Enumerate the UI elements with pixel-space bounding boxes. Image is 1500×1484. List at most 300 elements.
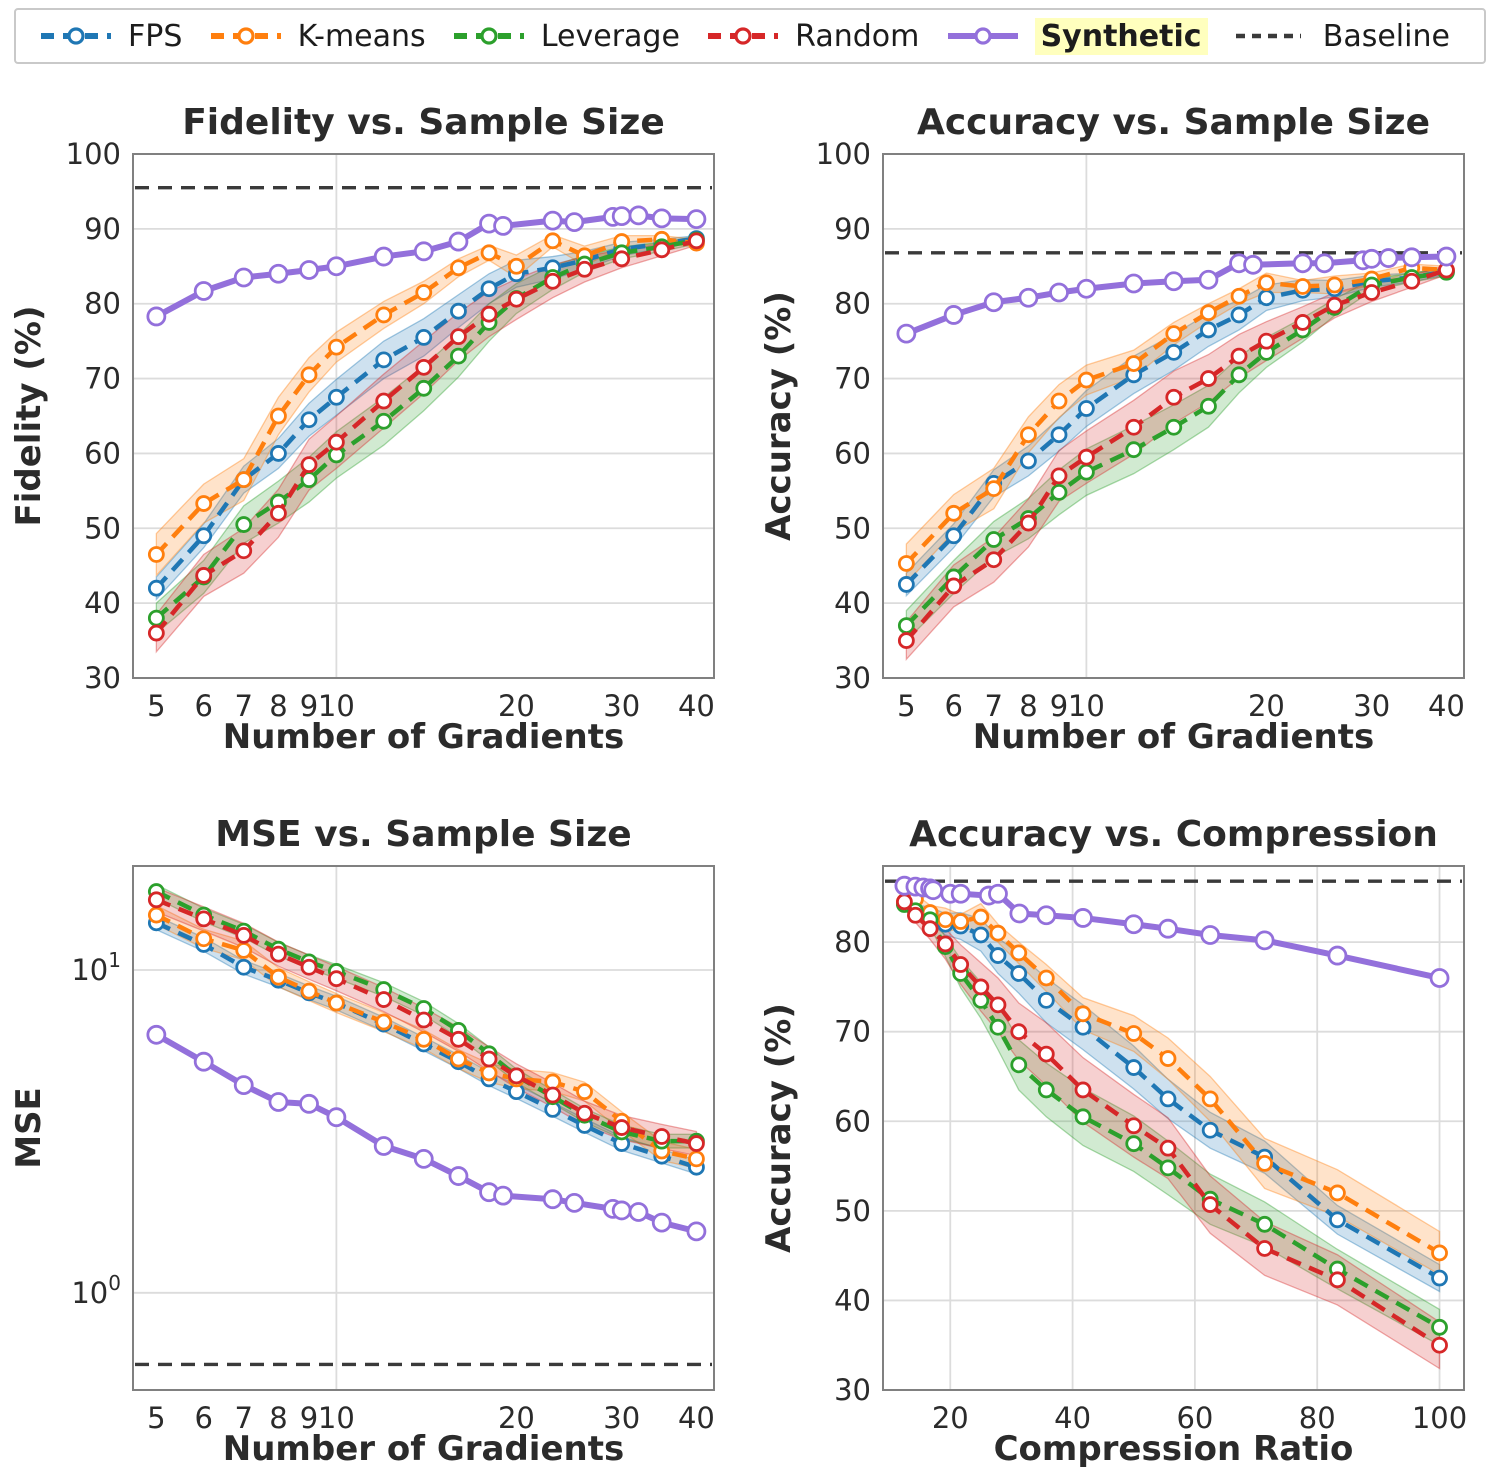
marker-k-means (954, 915, 968, 929)
marker-synthetic (375, 1137, 392, 1154)
x-tick-5: 5 (147, 689, 166, 723)
marker-k-means (899, 556, 913, 570)
marker-synthetic (270, 265, 287, 282)
x-tick-40: 40 (677, 689, 715, 723)
marker-random (938, 937, 952, 951)
y-axis-label: Fidelity (%) (9, 305, 49, 527)
marker-fps (302, 413, 316, 427)
x-tick-7: 7 (234, 1401, 253, 1435)
marker-synthetic (1431, 969, 1448, 986)
marker-random (974, 980, 988, 994)
x-tick-5: 5 (147, 1401, 166, 1435)
legend-item-random (705, 19, 919, 54)
marker-k-means (302, 368, 316, 382)
marker-random (149, 626, 163, 640)
chart-title: Accuracy vs. Compression (909, 814, 1438, 855)
marker-random (197, 912, 211, 926)
x-tick-8: 8 (269, 689, 288, 723)
marker-fps (1433, 1271, 1447, 1285)
x-tick-40: 40 (1427, 689, 1465, 723)
marker-k-means (1201, 306, 1215, 320)
marker-fps (271, 446, 285, 460)
marker-random (615, 252, 629, 266)
marker-random (237, 544, 251, 558)
marker-synthetic (1011, 905, 1028, 922)
random-line-swatch-icon (705, 24, 781, 48)
marker-leverage (1127, 1137, 1141, 1151)
marker-random (1021, 516, 1035, 530)
y-tick-50: 50 (834, 1193, 871, 1228)
marker-leverage (237, 518, 251, 532)
x-tick-100: 100 (1411, 1401, 1468, 1435)
leverage-line-swatch-icon (451, 24, 527, 48)
marker-k-means (1127, 1027, 1141, 1041)
marker-random (302, 960, 316, 974)
x-tick-9: 9 (299, 689, 319, 723)
marker-k-means (991, 926, 1005, 940)
marker-k-means (1076, 1007, 1090, 1021)
marker-synthetic (1051, 284, 1068, 301)
x-tick-6: 6 (194, 1401, 213, 1435)
marker-leverage (417, 381, 431, 395)
marker-k-means (1203, 1092, 1217, 1106)
marker-fps (1167, 345, 1181, 359)
marker-k-means (1296, 279, 1310, 293)
x-tick-10: 10 (317, 1401, 355, 1435)
marker-random (908, 908, 922, 922)
legend-label-random: Random (795, 18, 920, 54)
marker-k-means (689, 1152, 703, 1166)
marker-random (417, 360, 431, 374)
marker-leverage (1201, 399, 1215, 413)
y-tick-100: 100 (65, 137, 121, 171)
marker-random (271, 947, 285, 961)
marker-leverage (1433, 1320, 1447, 1334)
marker-fps (451, 304, 465, 318)
y-tick-70: 70 (834, 361, 871, 396)
x-tick-7: 7 (234, 689, 253, 723)
marker-fps (482, 282, 496, 296)
x-tick-60: 60 (1176, 1401, 1214, 1435)
marker-synthetic (1165, 273, 1182, 290)
marker-random (302, 458, 316, 472)
marker-random (1161, 1141, 1175, 1155)
marker-fps (197, 529, 211, 543)
marker-random (1433, 1338, 1447, 1352)
y-axis-label: Accuracy (%) (759, 1003, 799, 1253)
marker-leverage (451, 349, 465, 363)
marker-fps (377, 353, 391, 367)
marker-synthetic (544, 212, 561, 229)
x-tick-10: 10 (1067, 689, 1105, 723)
y-tick-70: 70 (834, 1014, 871, 1049)
marker-synthetic (925, 882, 942, 899)
marker-fps (1330, 1213, 1344, 1227)
marker-synthetic (630, 207, 647, 224)
legend-label-leverage: Leverage (540, 18, 680, 54)
marker-synthetic (1038, 907, 1055, 924)
marker-k-means (329, 340, 343, 354)
y-tick-30: 30 (84, 661, 121, 695)
marker-leverage (1079, 465, 1093, 479)
x-axis-label: Number of Gradients (222, 717, 625, 757)
marker-synthetic (952, 885, 969, 902)
marker-synthetic (235, 269, 252, 286)
marker-synthetic (450, 1168, 467, 1185)
x-tick-5: 5 (897, 689, 916, 723)
marker-k-means (197, 497, 211, 511)
marker-synthetic (1202, 926, 1219, 943)
marker-fps (417, 330, 431, 344)
y-tick-40: 40 (84, 586, 121, 621)
marker-synthetic (613, 1202, 630, 1219)
y-axis-label: Accuracy (%) (759, 291, 799, 541)
marker-synthetic (270, 1094, 287, 1111)
marker-k-means (1021, 428, 1035, 442)
marker-k-means (149, 547, 163, 561)
marker-k-means (1012, 946, 1026, 960)
legend-label-fps: FPS (128, 18, 183, 54)
marker-synthetic (415, 1150, 432, 1167)
marker-random (1039, 1047, 1053, 1061)
marker-synthetic (415, 243, 432, 260)
marker-fps (1052, 428, 1066, 442)
marker-leverage (1167, 420, 1181, 434)
marker-random (1201, 372, 1215, 386)
marker-fps (991, 949, 1005, 963)
marker-synthetic (544, 1191, 561, 1208)
marker-k-means (509, 259, 523, 273)
marker-fps (899, 577, 913, 591)
y-tick-50: 50 (84, 511, 121, 546)
marker-random (546, 274, 560, 288)
marker-k-means (377, 1015, 391, 1029)
legend-item-synthetic (945, 18, 1208, 55)
x-tick-20: 20 (497, 1401, 535, 1435)
marker-random (1167, 390, 1181, 404)
marker-leverage (1012, 1058, 1026, 1072)
marker-leverage (991, 1020, 1005, 1034)
x-tick-8: 8 (269, 1401, 288, 1435)
y-tick-90: 90 (84, 211, 121, 246)
marker-fps (1127, 1061, 1141, 1075)
marker-synthetic (1316, 255, 1333, 272)
marker-random (417, 1013, 431, 1027)
marker-synthetic (566, 1194, 583, 1211)
chart-title: Accuracy vs. Sample Size (916, 102, 1431, 143)
marker-k-means (377, 308, 391, 322)
marker-k-means (482, 1066, 496, 1080)
marker-synthetic (375, 248, 392, 265)
legend-item-fps (38, 19, 182, 54)
marker-leverage (987, 533, 1001, 547)
marker-k-means (578, 1085, 592, 1099)
marker-fps (1203, 1123, 1217, 1137)
marker-synthetic (1329, 947, 1346, 964)
chart-title: MSE vs. Sample Size (215, 814, 632, 855)
x-tick-7: 7 (984, 689, 1003, 723)
marker-synthetic (1403, 249, 1420, 266)
marker-fps (1161, 1092, 1175, 1106)
marker-synthetic (1159, 920, 1176, 937)
marker-random (987, 553, 1001, 567)
marker-k-means (987, 482, 1001, 496)
marker-k-means (1127, 357, 1141, 371)
marker-k-means (237, 943, 251, 957)
x-axis-label: Number of Gradients (972, 717, 1375, 757)
marker-random (954, 958, 968, 972)
marker-synthetic (653, 1214, 670, 1231)
marker-k-means (1259, 276, 1273, 290)
marker-synthetic (1200, 271, 1217, 288)
marker-synthetic (195, 282, 212, 299)
marker-random (578, 1106, 592, 1120)
marker-synthetic (1078, 280, 1095, 297)
marker-fps (329, 390, 343, 404)
chart-accuracy-vs-compression (750, 802, 1500, 1478)
x-tick-8: 8 (1019, 689, 1038, 723)
x-tick-9: 9 (1049, 689, 1069, 723)
marker-synthetic (1294, 255, 1311, 272)
marker-leverage (149, 611, 163, 625)
chart-title: Fidelity vs. Sample Size (182, 102, 665, 143)
chart-fidelity-vs-sample-size (0, 90, 750, 766)
marker-synthetic (495, 1187, 512, 1204)
y-tick-90: 90 (834, 211, 871, 246)
y-tick-101: $10^1$ (71, 948, 121, 988)
marker-k-means (1232, 289, 1246, 303)
x-tick-20: 20 (1247, 689, 1285, 723)
marker-synthetic (301, 1095, 318, 1112)
marker-fps (1232, 308, 1246, 322)
marker-random (615, 1121, 629, 1135)
y-tick-30: 30 (834, 1373, 871, 1407)
marker-k-means (271, 409, 285, 423)
fps-line-swatch-icon (38, 24, 114, 48)
marker-k-means (302, 984, 316, 998)
marker-synthetic (630, 1203, 647, 1220)
marker-fps (1079, 402, 1093, 416)
marker-fps (974, 928, 988, 942)
marker-random (377, 394, 391, 408)
marker-random (1076, 1083, 1090, 1097)
marker-leverage (899, 619, 913, 633)
chart-mse-vs-sample-size (0, 802, 750, 1478)
marker-k-means (237, 473, 251, 487)
marker-k-means (1167, 327, 1181, 341)
marker-k-means (482, 246, 496, 260)
x-tick-30: 30 (603, 689, 641, 723)
x-tick-30: 30 (1353, 689, 1391, 723)
x-tick-6: 6 (944, 689, 963, 723)
marker-random (1079, 450, 1093, 464)
marker-synthetic (1256, 932, 1273, 949)
marker-synthetic (653, 210, 670, 227)
x-tick-40: 40 (1054, 1401, 1092, 1435)
marker-synthetic (688, 211, 705, 228)
marker-random (655, 243, 669, 257)
marker-k-means (974, 910, 988, 924)
x-tick-80: 80 (1298, 1401, 1336, 1435)
marker-synthetic (1125, 916, 1142, 933)
marker-synthetic (1438, 248, 1455, 265)
y-axis-label: MSE (9, 1087, 49, 1169)
marker-random (578, 262, 592, 276)
marker-random (482, 307, 496, 321)
marker-synthetic (235, 1077, 252, 1094)
marker-k-means (546, 234, 560, 248)
marker-synthetic (688, 1223, 705, 1240)
marker-random (451, 1032, 465, 1046)
y-tick-80: 80 (834, 286, 871, 321)
marker-k-means (417, 285, 431, 299)
marker-k-means (1258, 1156, 1272, 1170)
legend-item-k-means (208, 19, 426, 54)
marker-k-means (1161, 1052, 1175, 1066)
y-tick-40: 40 (834, 586, 871, 621)
marker-leverage (1258, 1217, 1272, 1231)
marker-random (329, 435, 343, 449)
marker-random (271, 506, 285, 520)
marker-synthetic (566, 214, 583, 231)
x-tick-40: 40 (677, 1401, 715, 1435)
marker-synthetic (898, 325, 915, 342)
marker-random (237, 928, 251, 942)
y-tick-80: 80 (834, 925, 871, 960)
marker-fps (1259, 291, 1273, 305)
marker-synthetic (195, 1053, 212, 1070)
chart-accuracy-vs-sample-size (750, 90, 1500, 766)
marker-random (1330, 1273, 1344, 1287)
marker-synthetic (985, 294, 1002, 311)
marker-random (149, 893, 163, 907)
marker-k-means (197, 932, 211, 946)
marker-k-means (1330, 1186, 1344, 1200)
x-tick-30: 30 (603, 1401, 641, 1435)
marker-synthetic (148, 308, 165, 325)
marker-random (991, 998, 1005, 1012)
marker-random (689, 1137, 703, 1151)
marker-k-means (1328, 278, 1342, 292)
marker-k-means (271, 970, 285, 984)
marker-random (451, 330, 465, 344)
y-tick-60: 60 (834, 1104, 871, 1139)
marker-fps (1201, 323, 1215, 337)
marker-random (1328, 298, 1342, 312)
marker-synthetic (1074, 909, 1091, 926)
marker-k-means (1079, 373, 1093, 387)
y-tick-60: 60 (834, 436, 871, 471)
marker-k-means (329, 996, 343, 1010)
y-tick-30: 30 (834, 661, 871, 695)
marker-k-means (451, 261, 465, 275)
marker-synthetic (495, 217, 512, 234)
marker-random (509, 1069, 523, 1083)
marker-random (197, 568, 211, 582)
marker-random (897, 895, 911, 909)
legend-label-baseline: Baseline (1322, 18, 1450, 54)
y-tick-100: $10^0$ (71, 1270, 121, 1310)
marker-random (546, 1088, 560, 1102)
y-tick-50: 50 (834, 511, 871, 546)
marker-synthetic (989, 885, 1006, 902)
marker-k-means (1052, 394, 1066, 408)
marker-leverage (1127, 443, 1141, 457)
marker-synthetic (328, 258, 345, 275)
marker-random (1203, 1198, 1217, 1212)
marker-k-means (451, 1052, 465, 1066)
baseline-line-swatch-icon (1233, 24, 1309, 48)
synthetic-line-swatch-icon (945, 24, 1021, 48)
x-tick-9: 9 (299, 1401, 319, 1435)
marker-synthetic (1125, 275, 1142, 292)
marker-random (1296, 315, 1310, 329)
marker-synthetic (1245, 256, 1262, 273)
y-tick-100: 100 (815, 137, 871, 171)
marker-synthetic (301, 262, 318, 279)
x-tick-10: 10 (317, 689, 355, 723)
y-tick-60: 60 (84, 436, 121, 471)
marker-synthetic (148, 1026, 165, 1043)
marker-random (923, 922, 937, 936)
x-tick-6: 6 (194, 689, 213, 723)
marker-leverage (1232, 368, 1246, 382)
marker-synthetic (1020, 289, 1037, 306)
marker-k-means (149, 908, 163, 922)
marker-random (1232, 349, 1246, 363)
marker-fps (237, 960, 251, 974)
marker-random (377, 993, 391, 1007)
marker-fps (1012, 966, 1026, 980)
marker-fps (1039, 993, 1053, 1007)
marker-random (1127, 1119, 1141, 1133)
marker-synthetic (1380, 250, 1397, 267)
marker-leverage (1076, 1110, 1090, 1124)
marker-leverage (377, 414, 391, 428)
marker-random (655, 1129, 669, 1143)
charts-grid (0, 90, 1500, 1478)
marker-random (482, 1052, 496, 1066)
marker-k-means (938, 913, 952, 927)
legend-item-baseline (1233, 19, 1450, 54)
marker-random (689, 234, 703, 248)
marker-random (1052, 469, 1066, 483)
marker-random (329, 972, 343, 986)
x-tick-20: 20 (931, 1401, 969, 1435)
marker-random (1012, 1025, 1026, 1039)
marker-synthetic (945, 306, 962, 323)
marker-leverage (974, 993, 988, 1007)
marker-random (1258, 1241, 1272, 1255)
marker-leverage (1161, 1161, 1175, 1175)
marker-random (1127, 420, 1141, 434)
marker-random (1405, 274, 1419, 288)
marker-fps (947, 529, 961, 543)
marker-leverage (1039, 1083, 1053, 1097)
marker-fps (1076, 1020, 1090, 1034)
marker-synthetic (1363, 250, 1380, 267)
marker-random (947, 579, 961, 593)
y-tick-40: 40 (834, 1283, 871, 1318)
marker-k-means (1433, 1246, 1447, 1260)
marker-random (899, 634, 913, 648)
marker-synthetic (613, 208, 630, 225)
marker-k-means (1039, 971, 1053, 985)
legend-label-synthetic: Synthetic (1035, 18, 1208, 55)
x-axis-label: Number of Gradients (222, 1429, 625, 1469)
marker-k-means (417, 1032, 431, 1046)
marker-leverage (1052, 485, 1066, 499)
